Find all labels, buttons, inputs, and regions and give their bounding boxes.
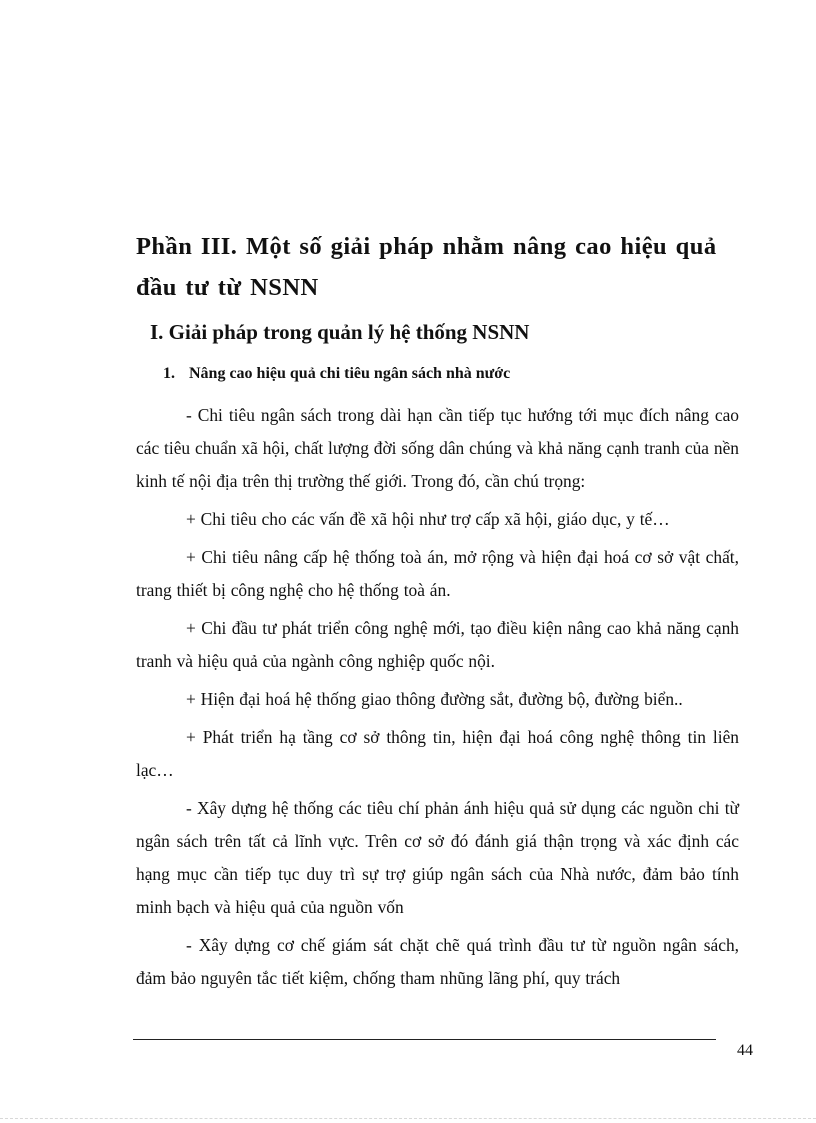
- page-number: 44: [737, 1042, 753, 1059]
- subsection-title: [163, 362, 510, 386]
- part-title: Phần III. Một số giải pháp nhằm nâng cao hiệu quả đầu tư từ NSNN: [136, 233, 717, 301]
- section-title: I. Giải pháp trong quản lý hệ thống NSNN: [150, 320, 530, 344]
- paragraph: + Chi tiêu cho các vấn đề xã hội như trợ cấp xã hội, giáo dục, y tế…: [186, 509, 670, 529]
- footer-divider: [133, 1039, 716, 1040]
- paragraph: - Xây dựng cơ chế giám sát chặt chẽ quá trình đầu tư từ nguồn ngân sách, đảm bảo nguyên tắc tiết kiệm, chống tham nhũng lãng phí, quy trách: [136, 935, 739, 988]
- paragraph: + Hiện đại hoá hệ thống giao thông đường sắt, đường bộ, đường biển..: [186, 689, 683, 709]
- paragraph: + Phát triển hạ tầng cơ sở thông tin, hiện đại hoá công nghệ thông tin liên lạc…: [136, 727, 739, 780]
- paragraph: + Chi tiêu nâng cấp hệ thống toà án, mở rộng và hiện đại hoá cơ sở vật chất, trang thiết bị công nghệ cho hệ thống toà án.: [136, 547, 739, 600]
- paragraph: - Xây dựng hệ thống các tiêu chí phản ánh hiệu quả sử dụng các nguồn chi từ ngân sách trên tất cả lĩnh vực. Trên cơ sở đó đánh giá thận trọng và xác định các hạng mục cần tiếp tục duy trì sự trợ giúp ngân sách của Nhà nước, đảm bảo tính minh bạch và hiệu quả của nguồn vốn: [136, 798, 739, 917]
- paragraph: + Chi đầu tư phát triển công nghệ mới, tạo điều kiện nâng cao khả năng cạnh tranh và hiệu quả của ngành công nghiệp quốc nội.: [136, 618, 739, 671]
- subsection-title-text: Nâng cao hiệu quả chi tiêu ngân sách nhà nước: [189, 365, 511, 382]
- body-text: [136, 399, 739, 1000]
- subsection-number: 1.: [163, 365, 175, 382]
- page-bottom-edge: [0, 1118, 816, 1119]
- paragraph: - Chi tiêu ngân sách trong dài hạn cần tiếp tục hướng tới mục đích nâng cao các tiêu chuẩn xã hội, chất lượng đời sống dân chúng và khả năng cạnh tranh của nền kinh tế nội địa trên thị trường thế giới. Trong đó, cần chú trọng:: [136, 405, 739, 491]
